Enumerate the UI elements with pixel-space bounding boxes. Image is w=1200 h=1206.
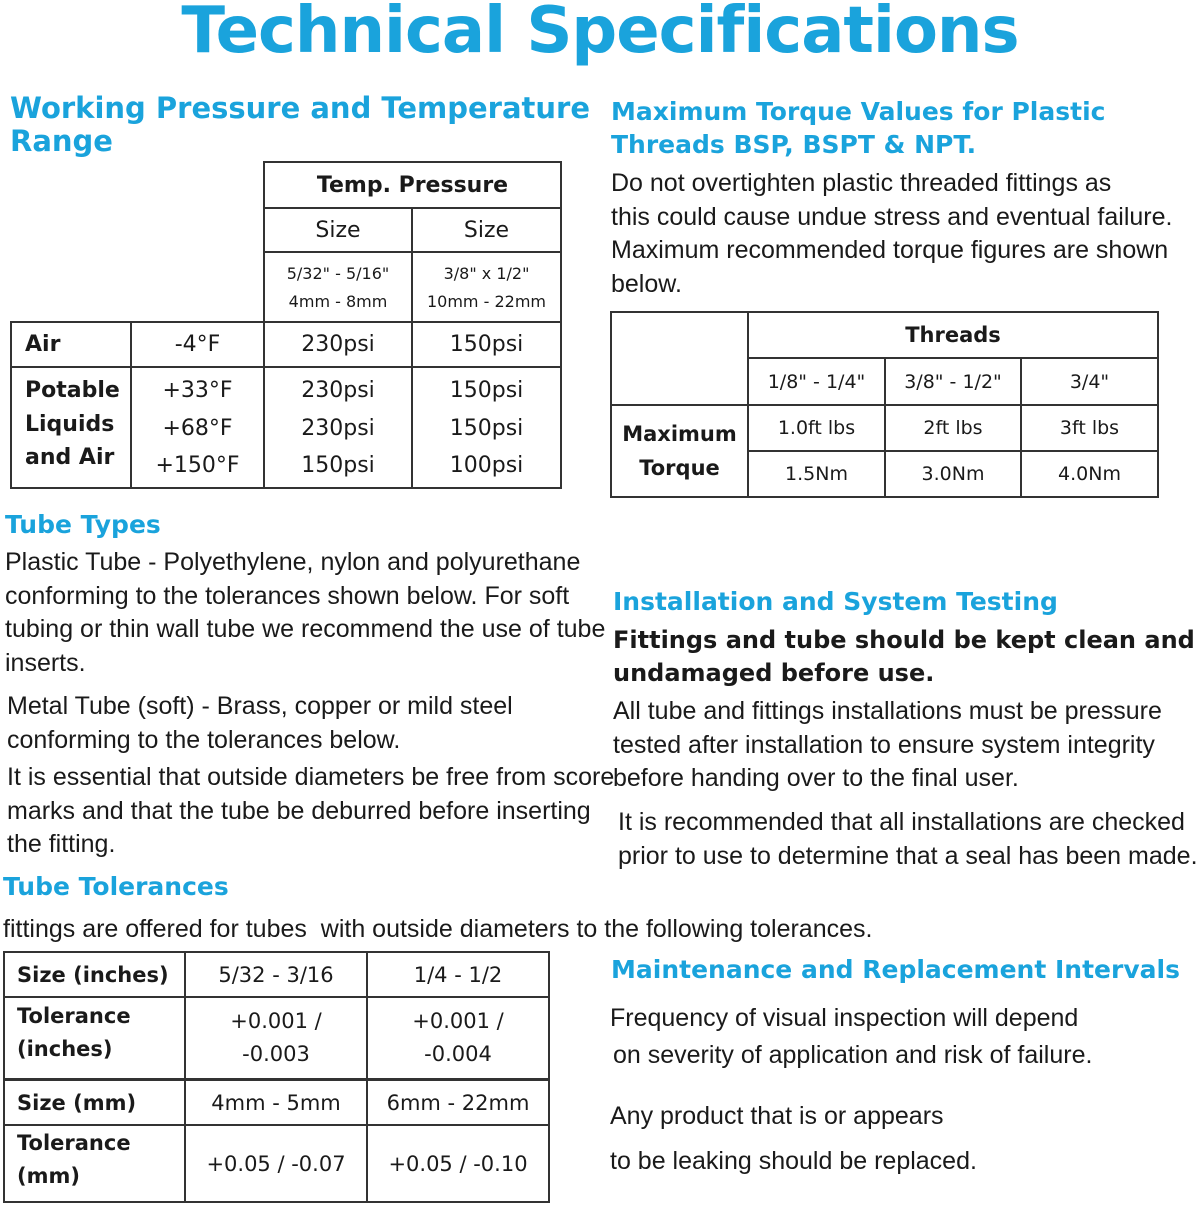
potable-pressure-1: 230psi xyxy=(301,377,375,403)
tolerance-inches-2-plus: +0.001 / xyxy=(412,1009,504,1033)
size-range-1-inch: 5/32" - 5/16" xyxy=(286,264,390,283)
air-pressure-2: 150psi xyxy=(449,332,524,357)
tolerance-inches-2-minus: -0.004 xyxy=(424,1042,492,1066)
size-range-2-mm: 10mm - 22mm xyxy=(426,292,546,311)
air-label: Air xyxy=(25,332,61,357)
tolerance-inches-label-line-1: Tolerance xyxy=(17,1004,131,1028)
size-mm-1: 4mm - 5mm xyxy=(211,1090,341,1115)
tolerance-mm-2: +0.05 / -0.10 xyxy=(388,1152,528,1176)
plastic-tube-line: inserts. xyxy=(5,648,86,677)
metal-tube-line: conforming to the tolerances below. xyxy=(7,725,401,754)
thread-size-1: 1/8" - 1/4" xyxy=(767,370,866,393)
potable-temp: +33°F xyxy=(162,377,233,403)
maintenance-heading: Maintenance and Replacement Intervals xyxy=(611,955,1180,984)
essential-line: marks and that the tube be deburred before inserting xyxy=(7,796,591,825)
installation-line: All tube and fittings installations must be pressure xyxy=(613,697,1162,725)
torque-text-line: Do not overtighten plastic threaded fittings as xyxy=(611,169,1112,197)
plastic-tube-text xyxy=(5,546,605,680)
potable-pressure-1: 230psi xyxy=(301,415,375,441)
size-header-2: Size xyxy=(463,217,510,243)
size-range-2 xyxy=(413,255,560,321)
pressure-table xyxy=(0,0,600,500)
size-inches-2: 1/4 - 1/2 xyxy=(413,962,503,987)
page-title: Technical Specifications xyxy=(181,0,1019,68)
tolerances-intro: fittings are offered for tubes with outside diameters to the following tolerances. xyxy=(3,915,873,943)
potable-pressure-2: 150psi xyxy=(449,415,524,441)
thread-size-3: 3/4" xyxy=(1069,370,1110,393)
essential-line: It is essential that outside diameters be free from score xyxy=(7,763,615,791)
potable-temp: +150°F xyxy=(155,452,240,478)
torque-heading xyxy=(611,95,1105,161)
air-pressure-1: 230psi xyxy=(301,332,375,357)
size-range-1-mm: 4mm - 8mm xyxy=(288,292,388,311)
pressure-heading-line-2: Range xyxy=(10,124,113,158)
maintenance-replace-line: Any product that is or appears xyxy=(610,1102,944,1130)
installation-bold-line: Fittings and tube should be kept clean and xyxy=(613,626,1195,654)
pressure-heading-line-1: Working Pressure and Temperature xyxy=(10,91,591,125)
potable-label-line-1: Potable xyxy=(25,378,120,403)
potable-label-line-2: Liquids xyxy=(25,411,115,437)
max-torque-label xyxy=(612,406,747,496)
essential-text xyxy=(7,761,614,862)
torque-text xyxy=(611,167,1172,301)
plastic-tube-line: Plastic Tube - Polyethylene, nylon and polyurethane xyxy=(5,548,581,576)
size-header-1: Size xyxy=(315,217,361,243)
torque-text-line: this could cause undue stress and eventual failure. xyxy=(611,202,1173,231)
installation-line: tested after installation to ensure system integrity xyxy=(613,730,1155,759)
installation-bold-line: undamaged before use. xyxy=(613,659,935,687)
installation-line: before handing over to the final user. xyxy=(613,764,1019,792)
threads-header: Threads xyxy=(905,323,1001,347)
torque-heading-line-1: Maximum Torque Values for Plastic xyxy=(611,97,1106,126)
torque-nm-3: 4.0Nm xyxy=(1058,463,1121,485)
tolerance-inches-1-plus: +0.001 / xyxy=(230,1009,322,1033)
plastic-tube-line: conforming to the tolerances shown below. For soft xyxy=(5,581,570,610)
metal-tube-line: Metal Tube (soft) - Brass, copper or mild steel xyxy=(7,692,513,720)
installation-text xyxy=(613,695,1162,796)
max-torque-label-line-2: Torque xyxy=(639,456,720,480)
potable-label xyxy=(25,374,120,475)
size-range-1 xyxy=(265,255,411,321)
installation-heading: Installation and System Testing xyxy=(613,587,1058,616)
essential-line: the fitting. xyxy=(7,830,116,858)
potable-temp: +68°F xyxy=(162,415,233,441)
torque-text-line: below. xyxy=(611,269,682,298)
tube-types-heading: Tube Types xyxy=(5,510,161,539)
installation-recommend-line: It is recommended that all installations are checked xyxy=(618,808,1185,836)
potable-pressure-2: 150psi xyxy=(449,377,524,403)
torque-ftlbs-3: 3ft lbs xyxy=(1059,417,1120,439)
torque-heading-line-2: Threads BSP, BSPT & NPT. xyxy=(611,130,977,159)
tolerance-mm-1: +0.05 / -0.07 xyxy=(206,1152,346,1176)
max-torque-label-line-1: Maximum xyxy=(622,422,737,446)
tolerances-heading: Tube Tolerances xyxy=(3,872,229,901)
plastic-tube-line: tubing or thin wall tube we recommend the use of tube xyxy=(5,615,606,643)
tolerance-inches-label-line-2: (inches) xyxy=(17,1037,113,1061)
potable-pressure-1: 150psi xyxy=(301,452,375,478)
size-mm-label: Size (mm) xyxy=(17,1090,137,1115)
potable-pressure-2: 100psi xyxy=(449,452,524,478)
maintenance-line: on severity of application and risk of failure. xyxy=(613,1041,1093,1069)
maintenance-text xyxy=(610,1000,1092,1074)
maintenance-replace-line: to be leaking should be replaced. xyxy=(610,1147,977,1175)
installation-recommend-text xyxy=(618,806,1198,873)
tolerance-inches-1-minus: -0.003 xyxy=(242,1042,310,1066)
torque-nm-1: 1.5Nm xyxy=(785,463,848,485)
potable-label-line-3: and Air xyxy=(25,445,115,470)
air-temp: -4°F xyxy=(174,332,221,357)
tolerance-inches-2 xyxy=(368,1000,548,1076)
tolerance-inches-1 xyxy=(186,1000,366,1076)
metal-tube-text xyxy=(7,690,513,757)
size-mm-2: 6mm - 22mm xyxy=(386,1090,530,1115)
tolerance-mm-label xyxy=(17,1127,184,1199)
size-inches-label: Size (inches) xyxy=(17,962,169,987)
torque-nm-2: 3.0Nm xyxy=(921,463,985,485)
tolerance-inches-label xyxy=(17,1000,184,1076)
tolerance-mm-label-line-1: Tolerance xyxy=(17,1131,131,1155)
torque-ftlbs-2: 2ft lbs xyxy=(923,417,983,439)
installation-bold-text xyxy=(613,624,1195,690)
torque-text-line: Maximum recommended torque figures are shown xyxy=(611,236,1169,264)
maintenance-replace-text xyxy=(610,1094,977,1184)
maintenance-line: Frequency of visual inspection will depend xyxy=(610,1004,1079,1032)
size-range-2-inch: 3/8" x 1/2" xyxy=(443,264,530,283)
tolerance-mm-label-line-2: (mm) xyxy=(17,1164,80,1188)
thread-size-2: 3/8" - 1/2" xyxy=(904,370,1002,393)
temp-pressure-header: Temp. Pressure xyxy=(316,172,509,198)
installation-recommend-line: prior to use to determine that a seal has been made. xyxy=(618,841,1198,870)
size-inches-1: 5/32 - 3/16 xyxy=(218,962,334,987)
torque-ftlbs-1: 1.0ft lbs xyxy=(777,417,856,439)
